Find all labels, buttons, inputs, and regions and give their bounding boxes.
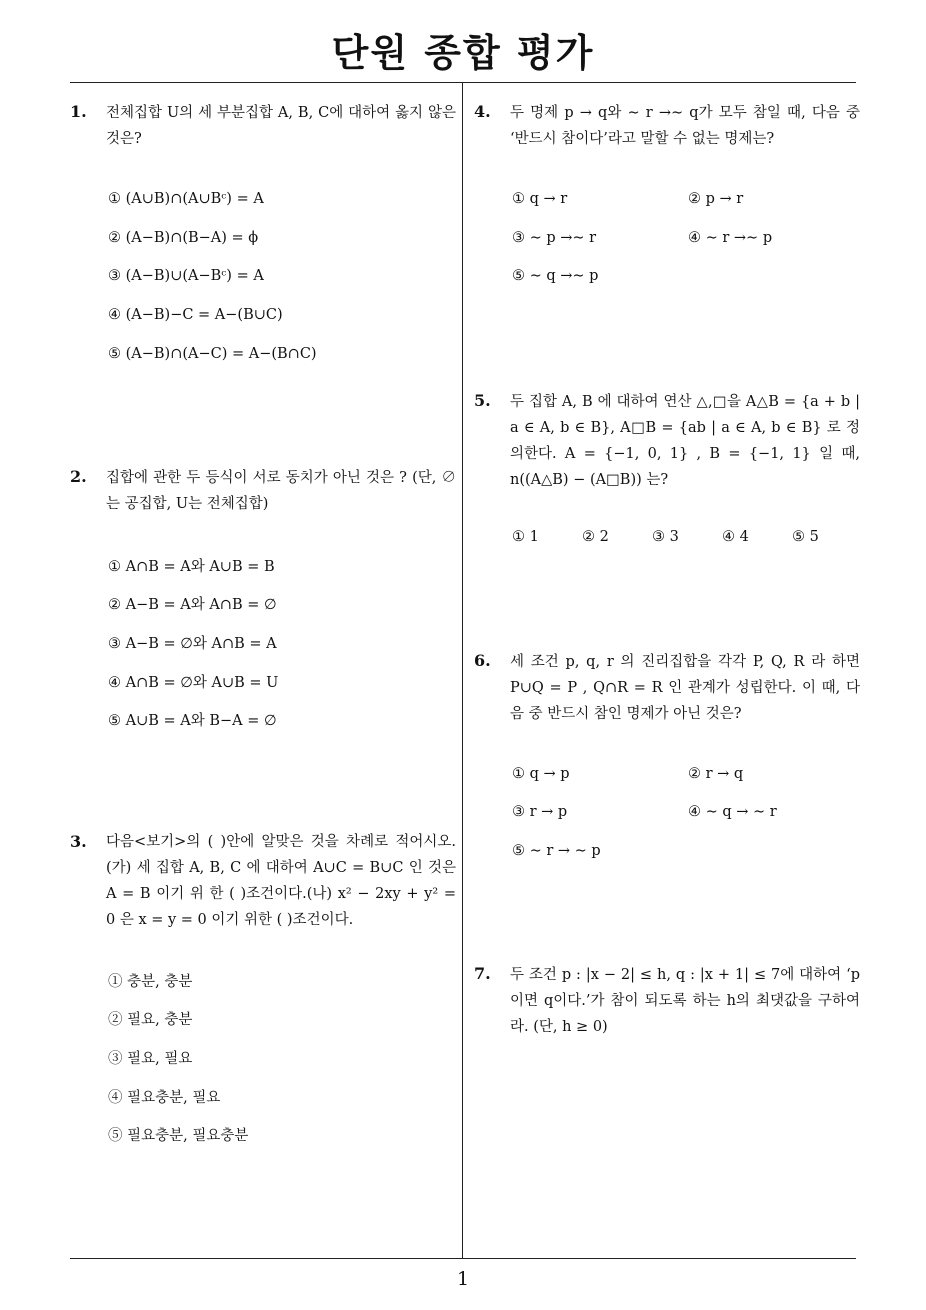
choice-5[interactable]: ⑤ 필요충분, 필요충분 [108,1128,249,1144]
choice-3[interactable]: ③ 필요, 필요 [108,1051,193,1067]
choice-3[interactable]: ③ r → p [512,804,568,820]
choice-3[interactable]: ③ ∼ p →∼ r [512,230,597,246]
choice-4[interactable]: ④ 필요충분, 필요 [108,1090,221,1106]
column-divider [462,83,463,1258]
choice-5[interactable]: ⑤ A∪B = A와 B−A = ∅ [108,713,277,729]
choice-4[interactable]: ④ ∼ r →∼ p [688,230,773,246]
page-number: 1 [456,1268,470,1290]
choice-2[interactable]: ② r → q [688,766,744,782]
choice-1[interactable]: ① q → r [512,191,568,207]
question-number: 4. [474,102,491,121]
question-number: 2. [70,467,87,486]
choice-5[interactable]: ⑤ ∼ r → ∼ p [512,843,601,859]
choice-3[interactable]: ③ A−B = ∅와 A∩B = A [108,636,277,652]
question-number: 5. [474,391,491,410]
choice-4[interactable]: ④ ∼ q → ∼ r [688,804,777,820]
page-title: 단원 종합 평가 [331,31,595,75]
choice-4[interactable]: ④ 4 [722,529,749,545]
question-text: 두 조건 p : |x − 2| ≤ h, q : |x + 1| ≤ 7에 대하여 ‘p 이면 q이다.’가 참이 되도록 하는 h의 최댓값을 구하여라. (단, h ≥ 0) [510,967,860,1035]
question-text: 집합에 관한 두 등식이 서로 동치가 아닌 것은 ? (단, ∅ 는 공집합, U는 전체집합) [106,470,456,512]
choice-2[interactable]: ② (A−B)∩(B−A) = ϕ [108,230,259,246]
bottom-rule [70,1258,856,1259]
choice-4[interactable]: ④ A∩B = ∅와 A∪B = U [108,675,279,691]
question-number: 6. [474,651,491,670]
choice-1[interactable]: ① A∩B = A와 A∪B = B [108,559,275,575]
choice-1[interactable]: ① q → p [512,766,570,782]
choice-5[interactable]: ⑤ ∼ q →∼ p [512,268,599,284]
choice-2[interactable]: ② p → r [688,191,744,207]
choice-1[interactable]: ① 충분, 충분 [108,974,193,990]
choice-2[interactable]: ② 2 [582,529,609,545]
choice-2[interactable]: ② 필요, 충분 [108,1012,193,1028]
question-text: 세 조건 p, q, r 의 진리집합을 각각 P, Q, R 라 하면 P∪Q = P , Q∩R = R 인 관계가 성립한다. 이 때, 다음 중 반드시 참인 명제가 아닌 것은? [510,654,860,722]
question-number: 1. [70,102,87,121]
top-rule [70,82,856,83]
choice-2[interactable]: ② A−B = A와 A∩B = ∅ [108,597,277,613]
choice-5[interactable]: ⑤ 5 [792,529,819,545]
question-text: 두 집합 A, B 에 대하여 연산 △,□을 A△B = {a + b | a ∈ A, b ∈ B}, A□B = {ab | a ∈ A, b ∈ B} 로 정의한다. A = {−1, 0, 1} , B = {−1, 1} 일 때, n((A△B) − (A□B)) 는? [510,394,860,488]
choice-1[interactable]: ① 1 [512,529,539,545]
choice-4[interactable]: ④ (A−B)−C = A−(B∪C) [108,307,283,323]
choice-1[interactable]: ① (A∪B)∩(A∪Bᶜ) = A [108,191,264,207]
question-text: 전체집합 U의 세 부분집합 A, B, C에 대하여 옳지 않은 것은? [106,105,456,147]
question-number: 3. [70,832,87,851]
choice-5[interactable]: ⑤ (A−B)∩(A−C) = A−(B∩C) [108,346,317,362]
question-text: 다음<보기>의 ( )안에 알맞은 것을 차례로 적어시오.(가) 세 집합 A, B, C 에 대하여 A∪C = B∪C 인 것은 A = B 이기 위 한 ( )조건이다.(나) x² − 2xy + y² = 0 은 x = y = 0 이기 위한 ( )조건이다. [106,834,456,928]
choice-3[interactable]: ③ (A−B)∪(A−Bᶜ) = A [108,268,264,284]
question-number: 7. [474,964,491,983]
choice-3[interactable]: ③ 3 [652,529,679,545]
question-text: 두 명제 p → q와 ∼ r →∼ q가 모두 참일 때, 다음 중 ‘반드시 참이다’라고 말할 수 없는 명제는? [510,105,860,147]
